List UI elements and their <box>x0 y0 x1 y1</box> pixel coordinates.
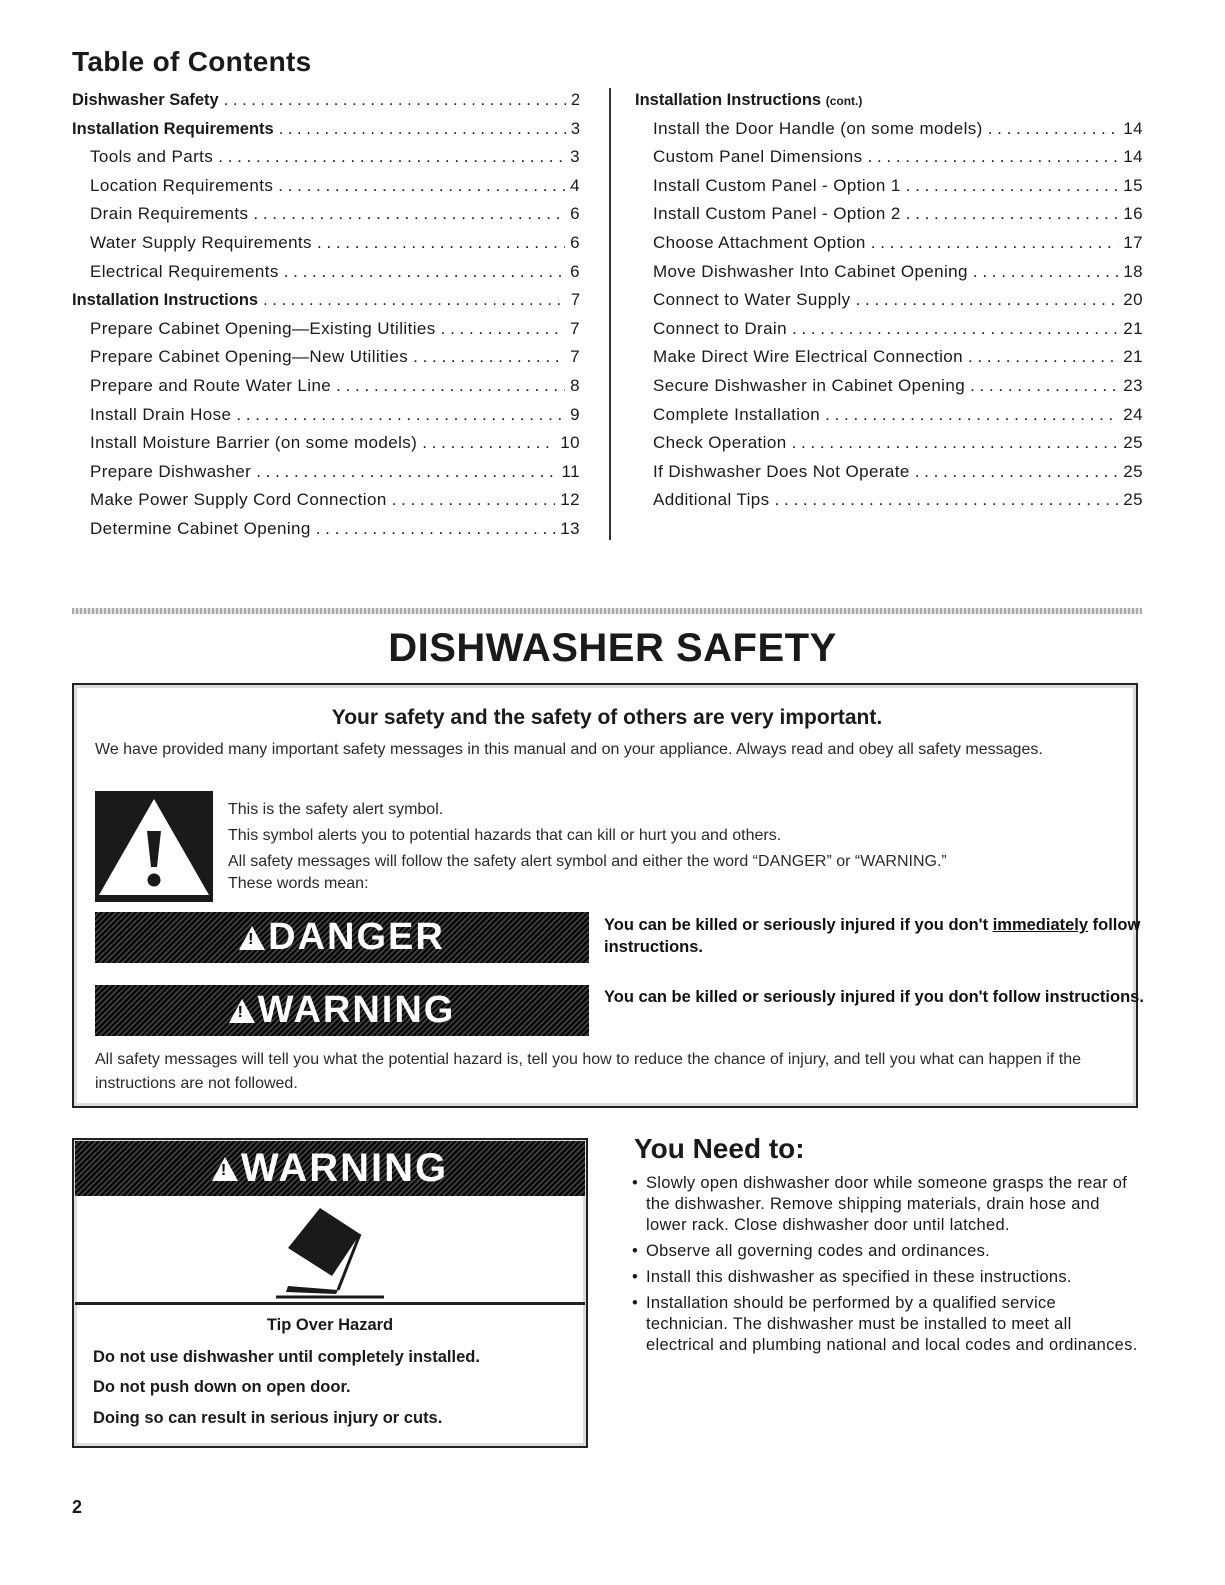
toc-entry-label: Move Dishwasher Into Cabinet Opening <box>653 261 968 281</box>
toc-entry[interactable] <box>72 515 580 544</box>
safety-intro: We have provided many important safety messages in this manual and on your appliance. Always read and obey all safety messages. <box>95 741 1043 758</box>
toc-entry[interactable] <box>72 229 580 258</box>
toc-entry[interactable] <box>72 372 580 401</box>
toc-entry[interactable] <box>72 401 580 430</box>
toc-entry-page: 4 <box>570 175 580 195</box>
warning-label: WARNING <box>257 989 456 1031</box>
toc-entry-label: Prepare Cabinet Opening—Existing Utilities <box>90 318 436 338</box>
toc-entry-label: Installation Requirements <box>72 119 274 138</box>
toc-entry[interactable] <box>635 115 1143 144</box>
toc-entry-page: 25 <box>1123 461 1143 481</box>
toc-entry-label: Dishwasher Safety <box>72 91 219 109</box>
tip-over-warning-banner <box>75 1141 585 1196</box>
toc-left-column <box>72 86 580 544</box>
you-need-list <box>630 1173 1140 1361</box>
warning-triangle-icon <box>212 1157 238 1181</box>
toc-entry-page: 6 <box>570 261 580 281</box>
toc-entry[interactable] <box>635 343 1143 372</box>
toc-entry-page: 21 <box>1123 347 1143 367</box>
toc-entry-label: Installation Instructions <box>72 291 259 310</box>
toc-entry[interactable] <box>72 172 580 201</box>
toc-entry-page: 6 <box>570 204 580 224</box>
danger-description: You can be killed or seriously injured if you don't immediately follow instructions. <box>604 916 1141 956</box>
toc-entry-page: 16 <box>1123 204 1143 224</box>
toc-entry-label: Connect to Water Supply <box>653 290 851 310</box>
toc-entry-page: 20 <box>1123 290 1143 310</box>
warning-triangle-icon <box>229 999 255 1023</box>
section-title: DISHWASHER SAFETY <box>388 626 837 670</box>
warning-divider <box>75 1302 585 1305</box>
toc-entry-label: Install Moisture Barrier (on some models) <box>90 433 418 453</box>
page-number: 2 <box>72 1497 83 1517</box>
alert-line: This is the safety alert symbol. <box>228 801 444 818</box>
warning-description: You can be killed or seriously injured if you don't follow instructions. <box>604 988 1144 1006</box>
warning-triangle-icon <box>239 926 265 950</box>
toc-entry-label: Secure Dishwasher in Cabinet Opening <box>653 375 966 395</box>
toc-entry[interactable] <box>72 343 580 372</box>
alert-line: All safety messages will follow the safety alert symbol and either the word “DANGER” or “WARNING.” <box>228 853 947 870</box>
toc-entry-label: Installation Instructions <box>635 91 822 109</box>
toc-entry[interactable] <box>635 229 1143 258</box>
toc-entry-page: 11 <box>561 461 580 481</box>
toc-entry-label: Install Drain Hose <box>90 404 232 424</box>
toc-column-divider <box>609 88 611 540</box>
toc-entry-page: 25 <box>1123 433 1143 453</box>
toc-entry[interactable] <box>635 372 1143 401</box>
toc-entry-label: Drain Requirements <box>90 204 249 224</box>
toc-section-header <box>635 86 1143 115</box>
toc-entry-page: 7 <box>570 318 580 338</box>
toc-entry-page: 7 <box>570 291 580 310</box>
toc-entry-page: 10 <box>560 433 580 453</box>
toc-entry-page: 8 <box>570 375 580 395</box>
toc-entry-label: Additional Tips <box>653 490 770 510</box>
toc-entry-label: Install Custom Panel - Option 1 <box>653 175 901 195</box>
section-rule <box>72 608 1142 614</box>
tip-over-title: Tip Over Hazard <box>266 1316 394 1334</box>
toc-entry-label: If Dishwasher Does Not Operate <box>653 461 910 481</box>
toc-entry[interactable] <box>635 258 1143 287</box>
toc-entry[interactable] <box>72 86 580 115</box>
toc-entry-page: 17 <box>1123 232 1143 252</box>
safety-alert-symbol-icon <box>95 791 213 902</box>
toc-entry-label: Determine Cabinet Opening <box>90 518 311 538</box>
toc-entry[interactable] <box>72 315 580 344</box>
toc-entry-page: 6 <box>570 232 580 252</box>
toc-entry[interactable] <box>635 286 1143 315</box>
toc-entry-page: 18 <box>1123 261 1143 281</box>
tip-over-instruction: Do not push down on open door. <box>93 1378 351 1396</box>
toc-entry-page: 25 <box>1123 490 1143 510</box>
toc-entry-page: 15 <box>1123 175 1143 195</box>
toc-entry-label: Install the Door Handle (on some models) <box>653 118 983 138</box>
toc-entry[interactable] <box>72 429 580 458</box>
list-item: • Install this dishwasher as specified in these instructions. <box>630 1267 1140 1288</box>
toc-entry-label: Make Direct Wire Electrical Connection <box>653 347 963 367</box>
toc-entry-page: 23 <box>1123 375 1143 395</box>
toc-entry-label: Custom Panel Dimensions <box>653 147 863 167</box>
tip-over-banner-label: WARNING <box>240 1146 449 1190</box>
toc-entry[interactable] <box>635 143 1143 172</box>
alert-symbol-text <box>228 797 947 893</box>
safety-heading: Your safety and the safety of others are very important. <box>331 706 883 729</box>
safety-closing: All safety messages will tell you what the potential hazard is, tell you how to reduce the chance of injury, and tell you what can happen if the instructions are not followed. <box>95 1051 1082 1092</box>
toc-entry[interactable] <box>635 458 1143 487</box>
toc-entry-label: Prepare and Route Water Line <box>90 375 332 395</box>
danger-banner <box>95 912 589 963</box>
you-need-title: You Need to: <box>634 1133 805 1164</box>
danger-label: DANGER <box>268 916 445 958</box>
toc-entry-label: Water Supply Requirements <box>90 232 312 252</box>
list-item: • Observe all governing codes and ordinances. <box>630 1241 1140 1262</box>
tip-over-instruction: Doing so can result in serious injury or cuts. <box>93 1409 443 1427</box>
toc-entry-label: Check Operation <box>653 433 787 453</box>
toc-entry-page: 21 <box>1123 318 1143 338</box>
toc-entry[interactable] <box>72 200 580 229</box>
list-item: • Installation should be performed by a qualified service technician. The dishwasher must be installed to meet all electrical and plumbing national and local codes and ordinances. <box>630 1293 1140 1356</box>
toc-entry-page: 13 <box>560 518 580 538</box>
toc-entry[interactable] <box>635 200 1143 229</box>
toc-entry-label: Location Requirements <box>90 175 274 195</box>
toc-right-column <box>635 86 1143 515</box>
toc-entry-page: 7 <box>570 347 580 367</box>
toc-entry[interactable] <box>72 258 580 287</box>
toc-entry-label: Choose Attachment Option <box>653 232 866 252</box>
list-item: • Slowly open dishwasher door while someone grasps the rear of the dishwasher. Remove shipping materials, drain hose and lower rack. Close dishwasher door until latched. <box>630 1173 1140 1236</box>
toc-entry-label: Install Custom Panel - Option 2 <box>653 204 901 224</box>
toc-entry-label: Connect to Drain <box>653 318 787 338</box>
alert-line: This symbol alerts you to potential hazards that can kill or hurt you and others. <box>228 827 782 844</box>
tip-over-hazard-icon <box>270 1204 390 1300</box>
toc-cont-suffix: (cont.) <box>825 94 863 108</box>
toc-entry-page: 14 <box>1123 147 1143 167</box>
toc-entry-page: 3 <box>570 147 580 167</box>
tip-over-instruction: Do not use dishwasher until completely installed. <box>93 1348 480 1366</box>
emphasis-word: immediately <box>992 916 1089 934</box>
toc-entry-page: 2 <box>570 91 580 109</box>
toc-entry-label: Electrical Requirements <box>90 261 279 281</box>
toc-entry[interactable] <box>635 429 1143 458</box>
toc-entry[interactable] <box>635 486 1143 515</box>
toc-entry-page: 3 <box>570 119 580 138</box>
toc-entry-label: Complete Installation <box>653 404 821 424</box>
toc-entry-label: Prepare Dishwasher <box>90 461 252 481</box>
alert-line: These words mean: <box>228 875 369 892</box>
toc-entry[interactable] <box>72 286 580 315</box>
toc-entry-label: Make Power Supply Cord Connection <box>90 490 387 510</box>
toc-entry-page: 24 <box>1123 404 1143 424</box>
toc-entry-label: Tools and Parts <box>90 147 214 167</box>
toc-title: Table of Contents <box>72 46 312 77</box>
toc-entry-label: Prepare Cabinet Opening—New Utilities <box>90 347 409 367</box>
toc-entry[interactable] <box>72 143 580 172</box>
toc-entry-page: 14 <box>1123 118 1143 138</box>
warning-banner <box>95 985 589 1036</box>
toc-entry[interactable] <box>72 115 580 144</box>
toc-entry-page: 12 <box>560 490 580 510</box>
toc-entry[interactable] <box>635 315 1143 344</box>
toc-entry[interactable] <box>635 401 1143 430</box>
toc-entry[interactable] <box>72 486 580 515</box>
toc-entry-page: 9 <box>570 404 580 424</box>
toc-entry[interactable] <box>635 172 1143 201</box>
toc-entry[interactable] <box>72 458 580 487</box>
